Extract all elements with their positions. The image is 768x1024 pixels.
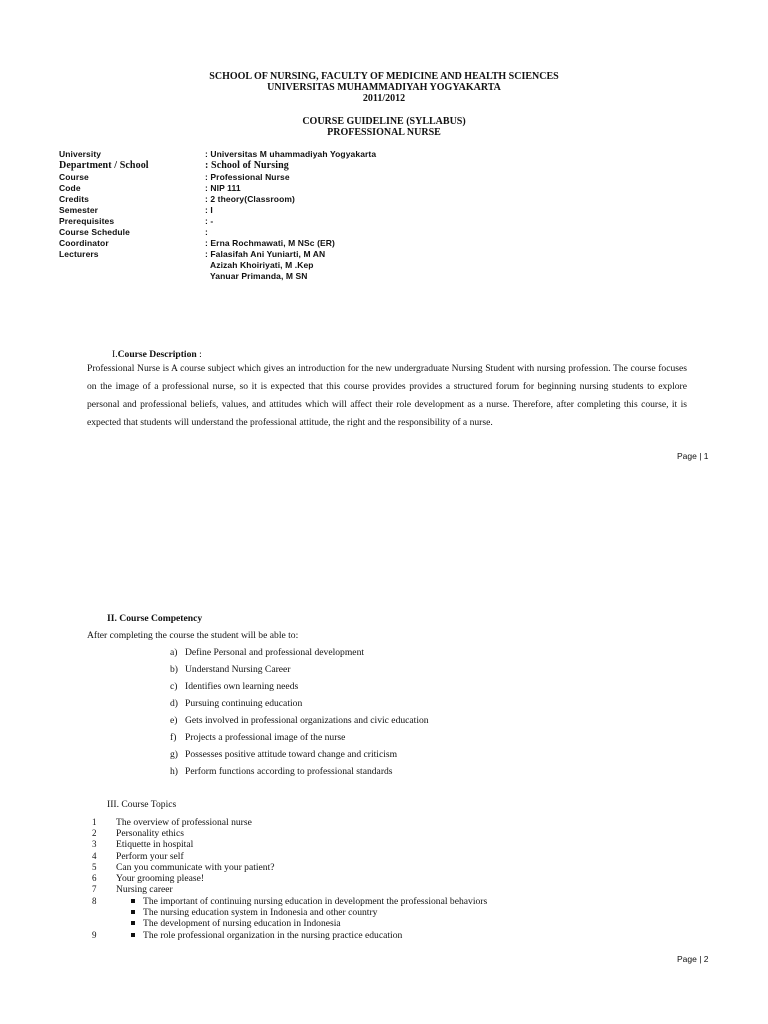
bullet-icon	[131, 910, 135, 914]
info-label-credits: Credits	[59, 194, 89, 204]
topic-number: 7	[92, 884, 97, 894]
competency-intro: After completing the course the student will be able to:	[87, 630, 299, 641]
info-value-lecturer-1: : Falasifah Ani Yuniarti, M AN	[205, 249, 326, 259]
list-item: a) Define Personal and professional development	[170, 647, 365, 658]
info-value-prerequisites: : -	[205, 216, 214, 226]
topic-number: 1	[92, 817, 97, 827]
info-label-course: Course	[59, 172, 89, 182]
info-value-lecturer-2: Azizah Khoiriyati, M .Kep	[210, 260, 314, 270]
info-label-lecturers: Lecturers	[59, 249, 99, 259]
info-label-semester: Semester	[59, 205, 99, 215]
section-heading-description	[112, 349, 202, 360]
list-item: c) Identifies own learning needs	[170, 681, 299, 692]
topic-number: 5	[92, 862, 97, 872]
info-value-lecturer-3: Yanuar Primanda, M SN	[210, 271, 308, 281]
topic-text: Nursing career	[116, 884, 173, 895]
topic-text: Your grooming please!	[116, 873, 205, 884]
bullet-icon	[131, 933, 135, 937]
info-value-university: : Universitas M uhammadiyah Yogyakarta	[205, 149, 377, 159]
info-label-department: Department / School	[59, 160, 149, 171]
info-value-course: : Professional Nurse	[205, 172, 290, 182]
topic-number: 2	[92, 828, 97, 838]
topic-number: 6	[92, 873, 97, 883]
topic-number: 8	[92, 896, 97, 906]
section-heading-topics: III. Course Topics	[107, 799, 177, 810]
header-guideline: COURSE GUIDELINE (SYLLABUS)	[302, 116, 466, 127]
info-label-prerequisites: Prerequisites	[59, 216, 115, 226]
section-numeral: I.	[112, 349, 118, 360]
topic-subitem: The nursing education system in Indonesia and other country	[131, 907, 377, 918]
topic-text: Personality ethics	[116, 828, 184, 839]
list-item: b) Understand Nursing Career	[170, 664, 291, 675]
topic-subitem: The development of nursing education in Indonesia	[131, 918, 341, 929]
topic-text: The overview of professional nurse	[116, 817, 252, 828]
topic-subitem: The role professional organization in the nursing practice education	[131, 930, 402, 941]
section-heading-competency: II. Course Competency	[107, 613, 203, 624]
topic-text: Can you communicate with your patient?	[116, 862, 275, 873]
header-year: 2011/2012	[362, 93, 406, 104]
info-label-schedule: Course Schedule	[59, 227, 130, 237]
topic-text: Etiquette in hospital	[116, 839, 194, 850]
list-item: e) Gets involved in professional organizations and civic education	[170, 715, 429, 726]
info-value-credits: : 2 theory(Classroom)	[205, 194, 295, 204]
course-description-paragraph: Professional Nurse is A course subject which gives an introduction for the new undergraduate Nursing Student with nursing profession. The course focuses on the image of a professional nurse, so it is expected that this course provides provides a structured forum for beginning nursing students to explore personal and professional beliefs, values, and attitudes which will affect their role development as a nurse. Therefore, after completing this course, it is expected that students will understand the professional attitude, the right and the responsibility of a nurse.	[87, 363, 687, 428]
list-item: g) Possesses positive attitude toward change and criticism	[170, 749, 398, 760]
list-item: d) Pursuing continuing education	[170, 698, 303, 709]
page-number-2: Page | 2	[677, 954, 709, 964]
info-value-code: : NIP 111	[205, 183, 241, 193]
topic-subitem: The important of continuing nursing education in development the professional behaviors	[131, 896, 487, 907]
topic-number: 4	[92, 851, 97, 861]
section-colon: :	[196, 349, 202, 360]
info-label-university: University	[59, 149, 102, 159]
topic-number: 9	[92, 930, 97, 940]
info-value-department: : School of Nursing	[205, 160, 289, 171]
bullet-icon	[131, 921, 135, 925]
list-item: h) Perform functions according to professional standards	[170, 766, 393, 777]
header-university: UNIVERSITAS MUHAMMADIYAH YOGYAKARTA	[267, 82, 501, 93]
topic-text: Perform your self	[116, 851, 184, 862]
page-number-1: Page | 1	[677, 451, 709, 461]
topic-number: 3	[92, 839, 97, 849]
info-label-coordinator: Coordinator	[59, 238, 109, 248]
bullet-icon	[131, 899, 135, 903]
info-label-code: Code	[59, 183, 81, 193]
info-value-coordinator: : Erna Rochmawati, M NSc (ER)	[205, 238, 335, 248]
info-value-semester: : I	[205, 205, 213, 215]
section-title: Course Description	[117, 349, 197, 360]
page-title: PROFESSIONAL NURSE	[327, 127, 441, 138]
header-school: SCHOOL OF NURSING, FACULTY OF MEDICINE AND HEALTH SCIENCES	[209, 71, 559, 82]
list-item: f) Projects a professional image of the nurse	[170, 732, 346, 743]
info-value-schedule: :	[205, 227, 208, 237]
